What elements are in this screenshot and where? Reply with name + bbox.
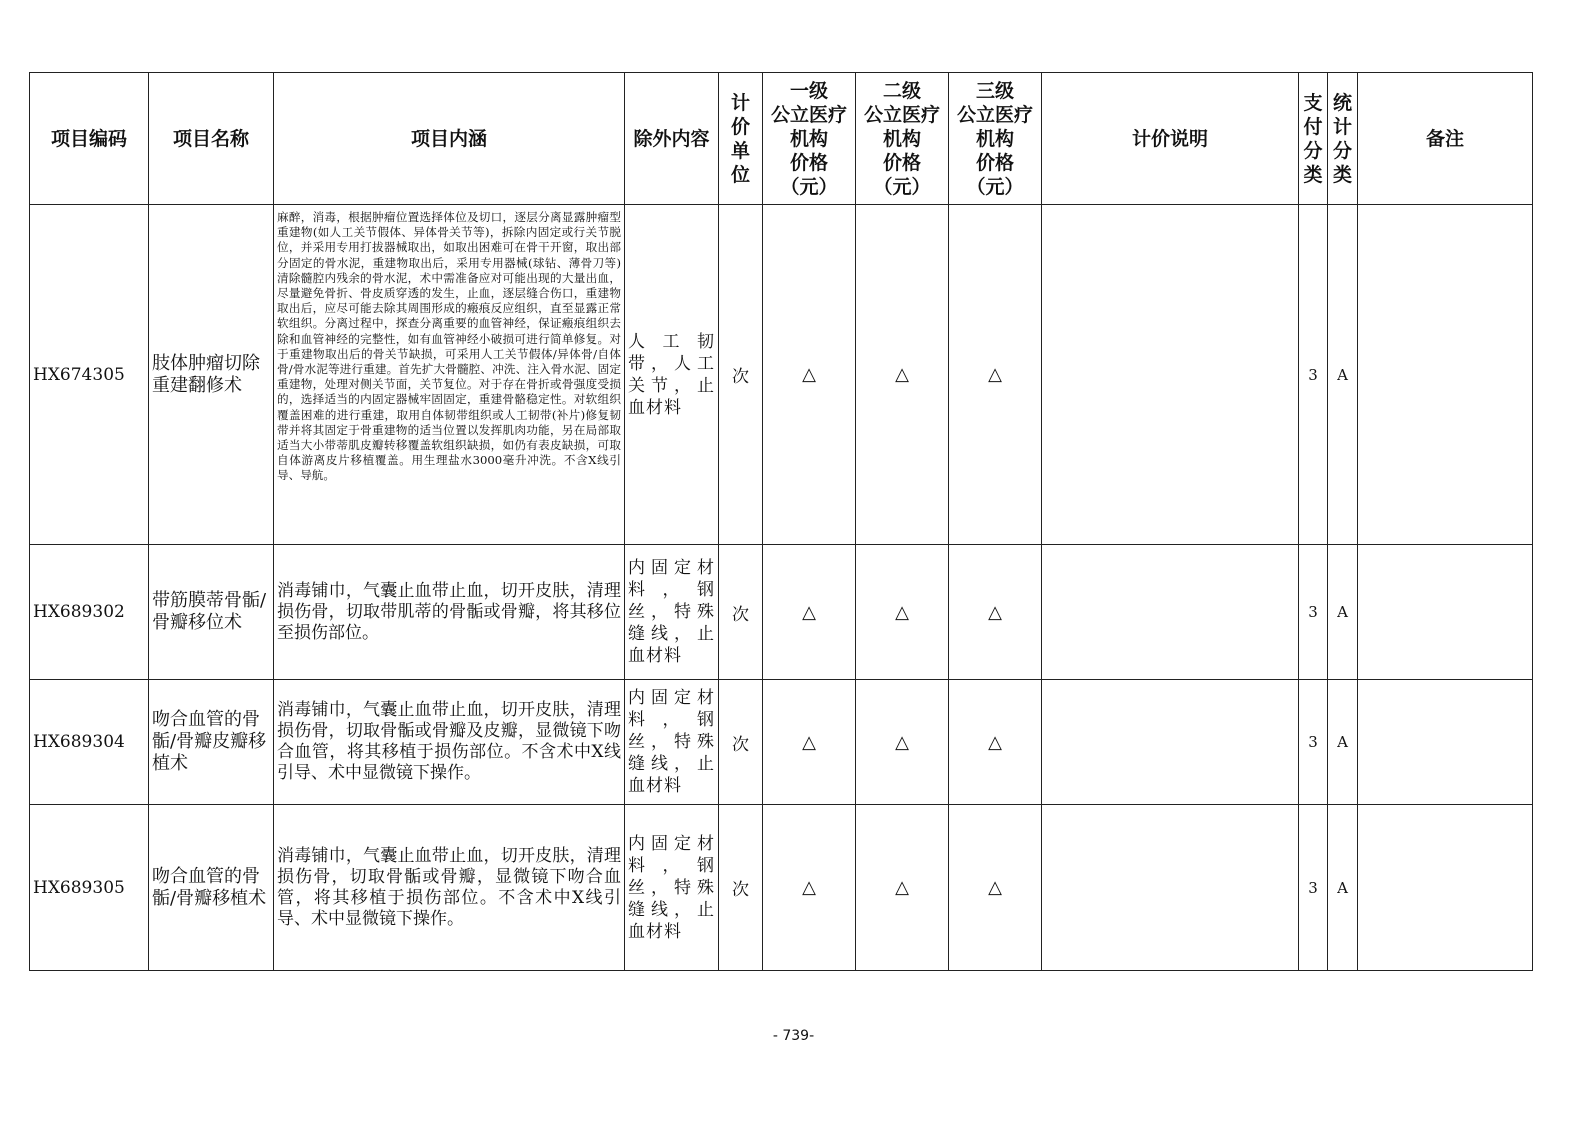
item-code: HX689304 — [30, 680, 149, 805]
header-name: 项目名称 — [149, 73, 274, 205]
item-name: 吻合血管的骨骺/骨瓣移植术 — [149, 805, 274, 971]
item-remarks — [1358, 805, 1533, 971]
item-level3-price: △ — [949, 205, 1042, 545]
header-level1-line: 一级 — [789, 79, 828, 102]
item-exclusions: 内固定材料，钢丝，特殊缝线，止血材料 — [625, 545, 719, 680]
header-level3-line: 价格 — [975, 151, 1014, 174]
item-pricing-note — [1042, 680, 1299, 805]
item-stat-class: A — [1328, 205, 1358, 545]
item-level1-price: △ — [763, 680, 856, 805]
item-name: 肢体肿瘤切除重建翻修术 — [149, 205, 274, 545]
item-name: 吻合血管的骨骺/骨瓣皮瓣移植术 — [149, 680, 274, 805]
price-table — [29, 72, 1533, 971]
header-stat-class-text: 统计分类 — [1332, 91, 1352, 186]
item-level2-price: △ — [856, 205, 949, 545]
item-code: HX689302 — [30, 545, 149, 680]
table-row — [30, 680, 1533, 805]
header-level3-line: 公立医疗 — [956, 103, 1033, 126]
table-row — [30, 205, 1533, 545]
header-level2-line: （元） — [873, 175, 931, 198]
item-exclusions: 人工韧带，人工关节，止血材料 — [625, 205, 719, 545]
item-pricing-note — [1042, 205, 1299, 545]
item-payment-class: 3 — [1299, 805, 1328, 971]
header-level3-line: （元） — [966, 175, 1024, 198]
header-payment-class — [1299, 73, 1328, 205]
header-level3-line: 三级 — [975, 79, 1014, 102]
item-remarks — [1358, 205, 1533, 545]
item-level3-price: △ — [949, 545, 1042, 680]
header-level1-line: 公立医疗 — [770, 103, 847, 126]
item-payment-class: 3 — [1299, 545, 1328, 680]
item-level2-price: △ — [856, 805, 949, 971]
header-level2-line: 公立医疗 — [863, 103, 940, 126]
item-unit: 次 — [719, 680, 763, 805]
item-payment-class: 3 — [1299, 680, 1328, 805]
table-row — [30, 805, 1533, 971]
header-level3-price — [949, 73, 1042, 205]
item-content: 消毒铺巾，气囊止血带止血，切开皮肤，清理损伤骨，切取带肌蒂的骨骺或骨瓣，将其移位至损伤部位。 — [274, 545, 625, 680]
header-level1-line: 价格 — [789, 151, 828, 174]
item-exclusions: 内固定材料，钢丝，特殊缝线，止血材料 — [625, 805, 719, 971]
item-level1-price: △ — [763, 545, 856, 680]
item-pricing-note — [1042, 805, 1299, 971]
header-exclusions: 除外内容 — [625, 73, 719, 205]
item-stat-class: A — [1328, 805, 1358, 971]
item-code: HX689305 — [30, 805, 149, 971]
item-content: 消毒铺巾，气囊止血带止血，切开皮肤，清理损伤骨，切取骨骺或骨瓣，显微镜下吻合血管，将其移植于损伤部位。不含术中X线引导、术中显微镜下操作。 — [274, 805, 625, 971]
header-level1-line: 机构 — [789, 127, 828, 150]
header-level2-line: 二级 — [882, 79, 921, 102]
header-payment-class-text: 支付分类 — [1303, 91, 1323, 186]
header-stat-class — [1328, 73, 1358, 205]
table-row — [30, 545, 1533, 680]
item-payment-class: 3 — [1299, 205, 1328, 545]
item-remarks — [1358, 680, 1533, 805]
item-level2-price: △ — [856, 680, 949, 805]
header-level1-line: （元） — [780, 175, 838, 198]
header-pricing-note: 计价说明 — [1042, 73, 1299, 205]
item-level3-price: △ — [949, 680, 1042, 805]
header-level2-line: 价格 — [882, 151, 921, 174]
header-unit — [719, 73, 763, 205]
item-code: HX674305 — [30, 205, 149, 545]
item-level1-price: △ — [763, 805, 856, 971]
item-level3-price: △ — [949, 805, 1042, 971]
header-row — [30, 73, 1533, 205]
item-content: 麻醉，消毒，根据肿瘤位置选择体位及切口，逐层分离显露肿瘤型重建物(如人工关节假体、异体骨关节等)，拆除内固定或行关节脱位，并采用专用打拔器械取出，如取出困难可在骨干开窗，取出部分固定的骨水泥，重建物取出后，采用专用器械(球钻、薄骨刀等)清除髓腔内残余的骨水泥，术中需准备应对可能出现的大量出血，尽量避免骨折、骨皮质穿透的发生，止血，逐层缝合伤口，重建物取出后，应尽可能去除其周围形成的瘢痕反应组织，直至显露正常软组织。分离过程中，探查分离重要的血管神经，保证瘢痕组织去除和血管神经的完整性，如有血管神经小破损可进行简单修复。对于重建物取出后的骨关节缺损，可采用人工关节假体/异体骨/自体骨/骨水泥等进行重建。首先扩大骨髓腔、冲洗、注入骨水泥、固定重建物，处理对侧关节面，关节复位。对于存在骨折或骨强度受损的，选择适当的内固定器械牢固固定，重建骨骼稳定性。对软组织覆盖困难的进行重建，取用自体韧带组织或人工韧带(补片)修复韧带并将其固定于骨重建物的适当位置以发挥肌肉功能，另在局部取适当大小带蒂肌皮瓣转移覆盖软组织缺损，如仍有表皮缺损，可取自体游离皮片移植覆盖。用生理盐水3000毫升冲洗。不含X线引导、导航。 — [274, 205, 625, 545]
item-unit: 次 — [719, 805, 763, 971]
item-unit: 次 — [719, 205, 763, 545]
header-content: 项目内涵 — [274, 73, 625, 205]
header-code: 项目编码 — [30, 73, 149, 205]
item-remarks — [1358, 545, 1533, 680]
header-level2-price — [856, 73, 949, 205]
header-remarks: 备注 — [1358, 73, 1533, 205]
header-level3-line: 机构 — [975, 127, 1014, 150]
item-stat-class: A — [1328, 680, 1358, 805]
item-pricing-note — [1042, 545, 1299, 680]
page-number: - 739- — [772, 1028, 815, 1044]
item-stat-class: A — [1328, 545, 1358, 680]
header-level1-price — [763, 73, 856, 205]
header-level2-line: 机构 — [882, 127, 921, 150]
item-name: 带筋膜蒂骨骺/骨瓣移位术 — [149, 545, 274, 680]
item-level2-price: △ — [856, 545, 949, 680]
item-level1-price: △ — [763, 205, 856, 545]
header-unit-text: 计价单位 — [730, 91, 750, 186]
item-content: 消毒铺巾，气囊止血带止血，切开皮肤，清理损伤骨，切取骨骺或骨瓣及皮瓣，显微镜下吻合血管，将其移植于损伤部位。不含术中X线引导、术中显微镜下操作。 — [274, 680, 625, 805]
item-exclusions: 内固定材料，钢丝，特殊缝线，止血材料 — [625, 680, 719, 805]
item-unit: 次 — [719, 545, 763, 680]
